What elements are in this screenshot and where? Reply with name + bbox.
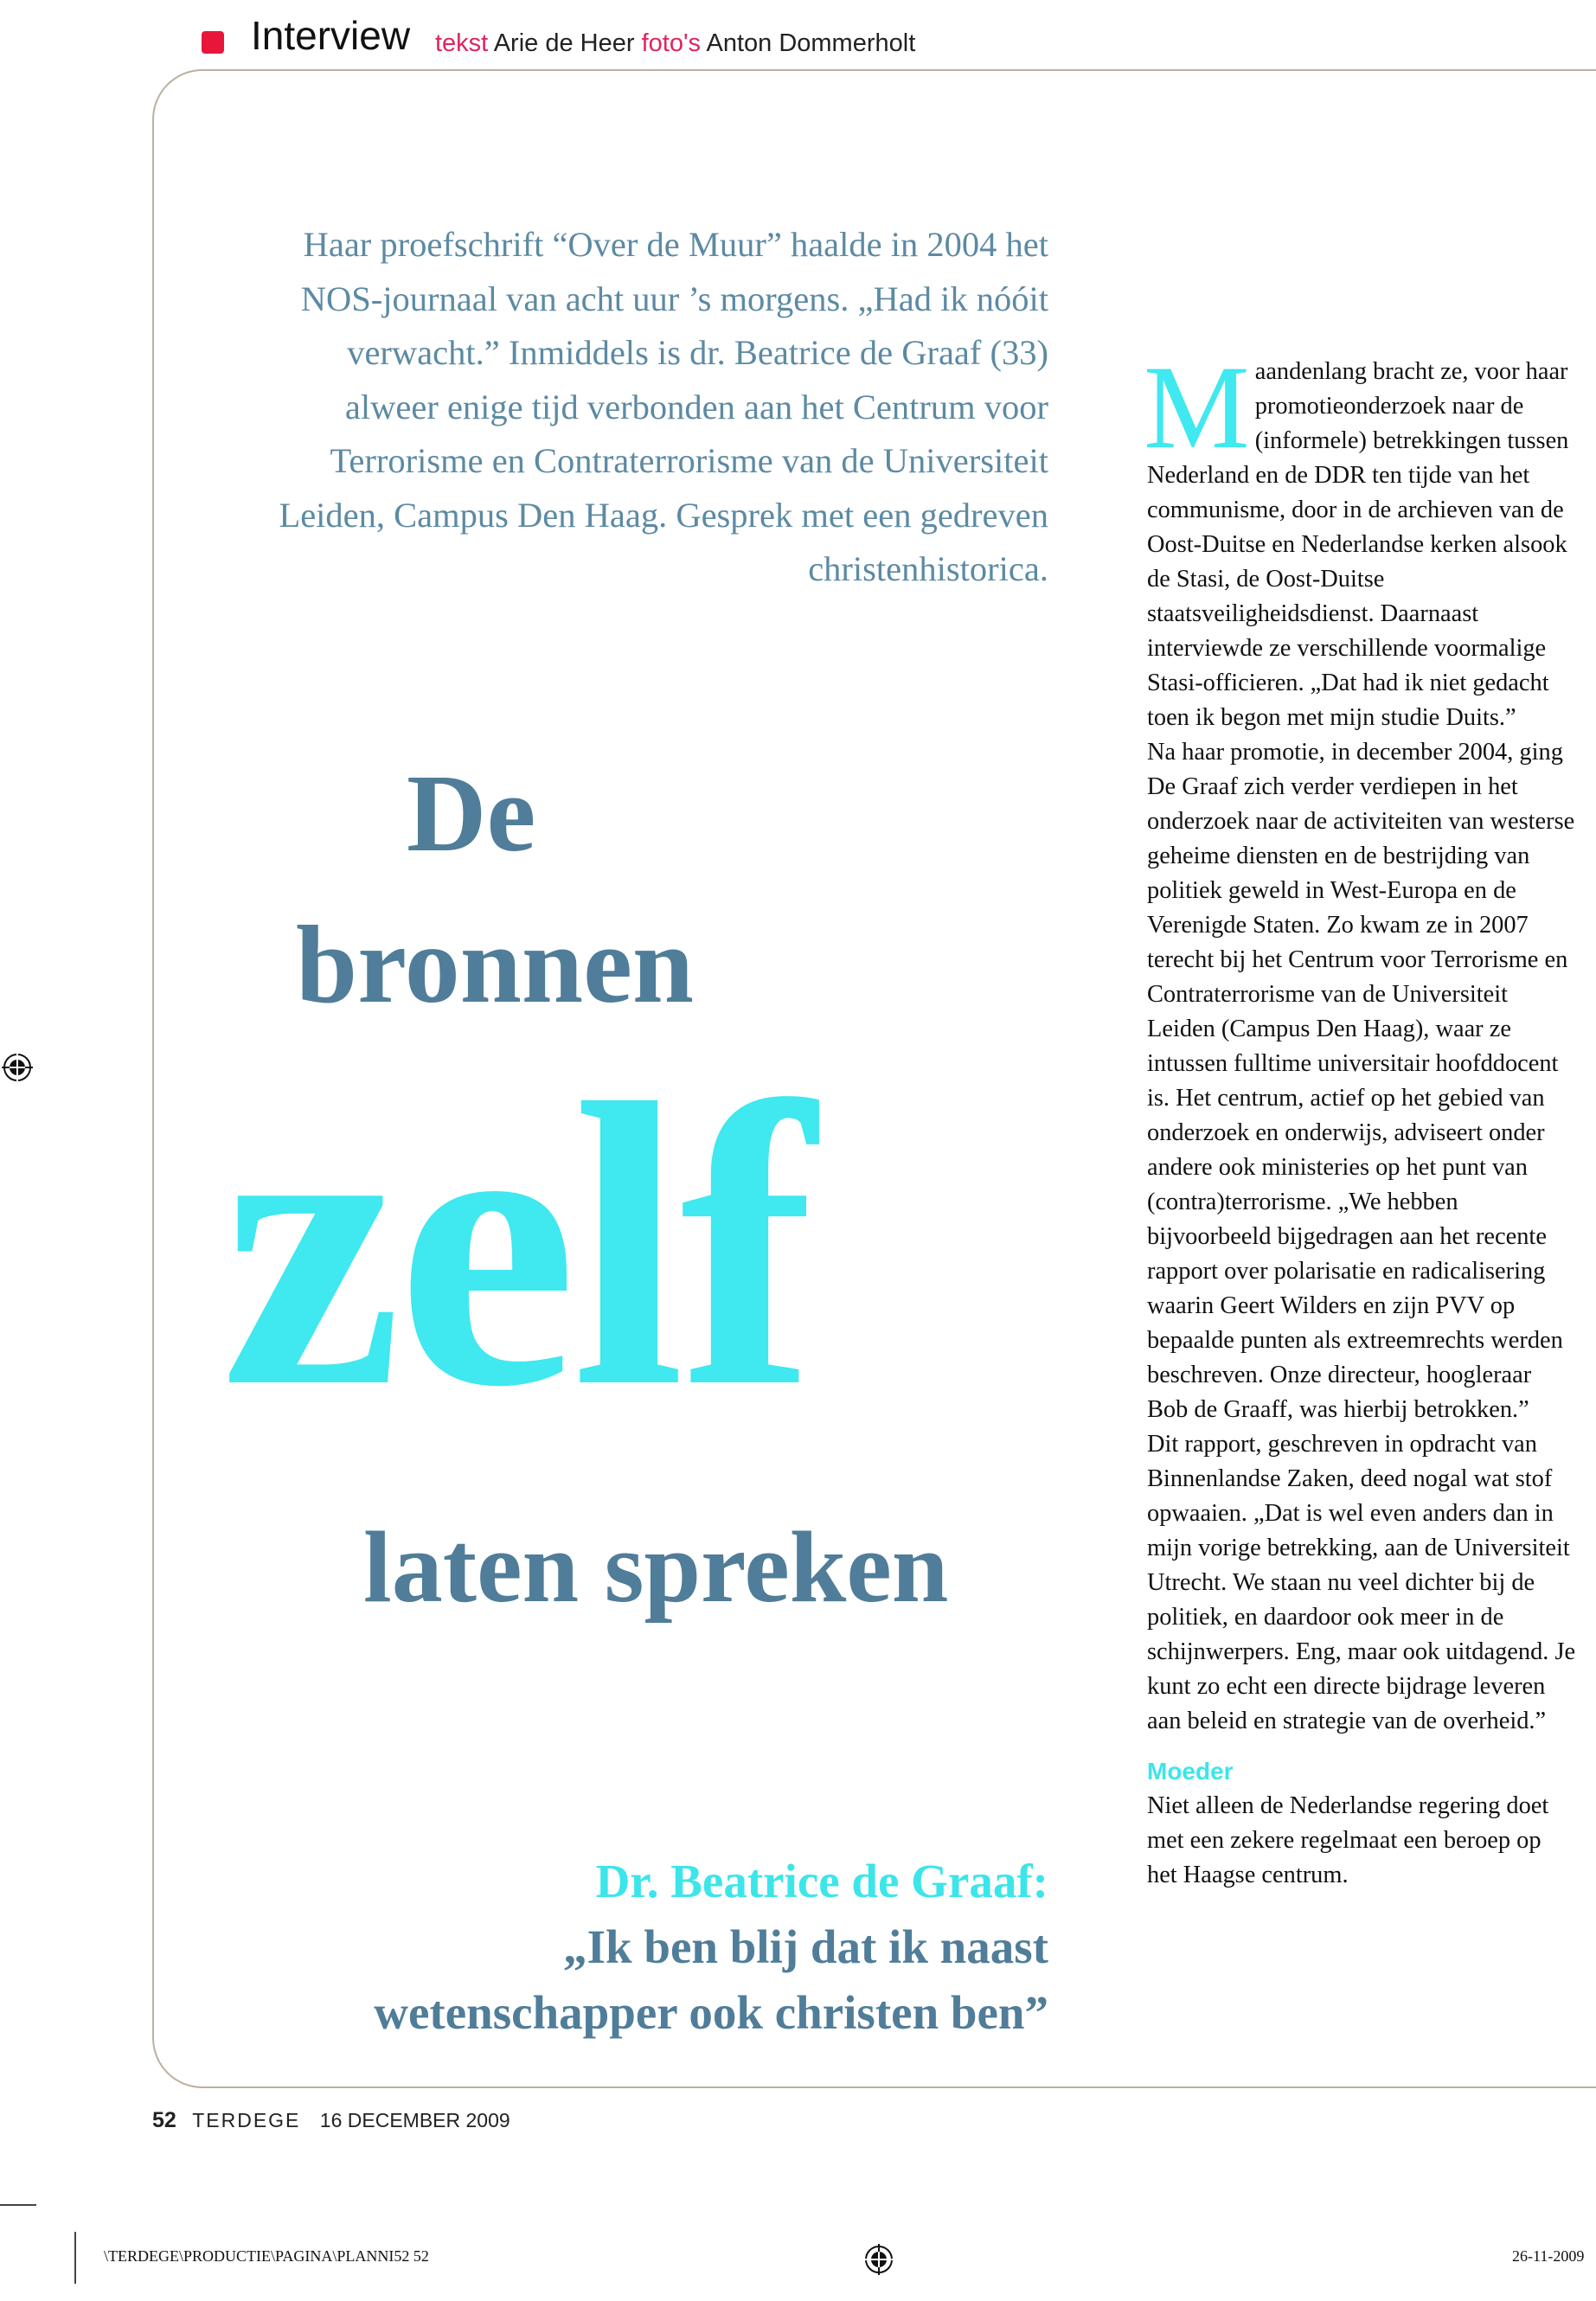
body-paragraph-1-text: aandenlang bracht ze, voor haar promotieonderzoek naar de (informele) betrekkingen tussen Nederland en de DDR ten tijde van het communisme, door in de archieven van de Oost-Duitse en Nederlandse kerken alsook de Stasi, de Oost-Duitse staatsveiligheidsdienst. Daarnaast interviewde ze verschillende voormalige Stasi-officieren. „Dat had ik niet gedacht toen ik begon met mijn studie Duits.” xyxy=(1147,358,1569,731)
credits xyxy=(435,29,915,58)
body-column xyxy=(1144,341,1577,1893)
magazine-name: TERDEGE xyxy=(192,2109,301,2131)
subtitle-quote-2: wetenschapper ook christen ben” xyxy=(374,1986,1048,2039)
intro-paragraph: Haar proefschrift “Over de Muur” haalde in 2004 het NOS-journaal van acht uur ’s morgens. „Had ik nóóit verwacht.” Inmiddels is dr. Beatrice de Graaf (33) alweer enige tijd verbonden aan het Centrum voor Terrorisme en Contraterrorisme van de Universiteit Leiden, Campus Den Haag. Gesprek met een gedreven christenhistorica. xyxy=(279,225,1048,588)
registration-mark-icon xyxy=(2,1052,33,1083)
issue-date: 16 DECEMBER 2009 xyxy=(319,2109,510,2131)
section-label: Interview xyxy=(251,13,411,58)
title-line-1: De xyxy=(407,752,536,875)
crop-mark xyxy=(74,2232,76,2284)
body-paragraph-1 xyxy=(1144,341,1577,735)
text-credit-label: tekst xyxy=(435,29,489,57)
subtitle-name: Dr. Beatrice de Graaf: xyxy=(595,1855,1048,1907)
subtitle xyxy=(260,1849,1048,2046)
photo-credit-label: foto's xyxy=(641,29,702,57)
title-line-4: laten spreken xyxy=(363,1510,949,1624)
section-marker xyxy=(202,31,224,54)
registration-mark-icon xyxy=(863,2244,894,2275)
crop-mark xyxy=(0,2204,36,2206)
subtitle-quote-1: „Ik ben blij dat ik naast xyxy=(563,1920,1048,1973)
page-number: 52 xyxy=(152,2108,176,2132)
body-paragraph-2: Na haar promotie, in december 2004, ging De Graaf zich verder verdiepen in het onderzoek naar de activiteiten van westerse geheime diensten en de bestrijding van politiek geweld in West-Europa en de Verenigde Staten. Zo kwam ze in 2007 terecht bij het Centrum voor Terrorisme en Contraterrorisme van de Universiteit Leiden (Campus Den Haag), waar ze intussen fulltime universitair hoofddocent is. Het centrum, actief op het gebied van onderzoek en onderwijs, adviseert onder andere ook ministeries op het punt van (contra)terrorisme. „We hebben bijvoorbeeld bijgedragen aan het recente rapport over polarisatie en radicalisering waarin Geert Wilders en zijn PVV op bepaalde punten als extreemrechts werden beschreven. Onze directeur, hoogleraar Bob de Graaff, was hierbij betrokken.” xyxy=(1147,739,1575,1423)
print-slug-path: \TERDEGE\PRODUCTIE\PAGINA\PLANNI52 52 xyxy=(104,2247,429,2265)
body-subhead: Moeder xyxy=(1147,1758,1234,1785)
body-paragraph-3: Dit rapport, geschreven in opdracht van Binnenlandse Zaken, deed nogal wat stof opwaaien. „Dat is wel even anders dan in mijn vorige betrekking, aan de Universiteit Utrecht. We staan nu veel dichter bij de politiek, en daardoor ook meer in de schijnwerpers. Eng, maar ook uitdagend. Je kunt zo echt een directe bijdrage leveren aan beleid en strategie van de overheid.” xyxy=(1147,1431,1576,1734)
print-slug-date: 26-11-2009 xyxy=(1512,2247,1585,2265)
folio xyxy=(152,2108,510,2133)
title-line-2: bronnen xyxy=(296,903,695,1026)
body-paragraph-4: Niet alleen de Nederlandse regering doet met een zekere regelmaat een beroep op het Haagse centrum. xyxy=(1147,1792,1549,1888)
title-line-3: zelf xyxy=(221,1020,811,1471)
author-name: Arie de Heer xyxy=(493,29,635,57)
photographer-name: Anton Dommerholt xyxy=(706,29,916,57)
drop-cap: M xyxy=(1144,341,1250,473)
